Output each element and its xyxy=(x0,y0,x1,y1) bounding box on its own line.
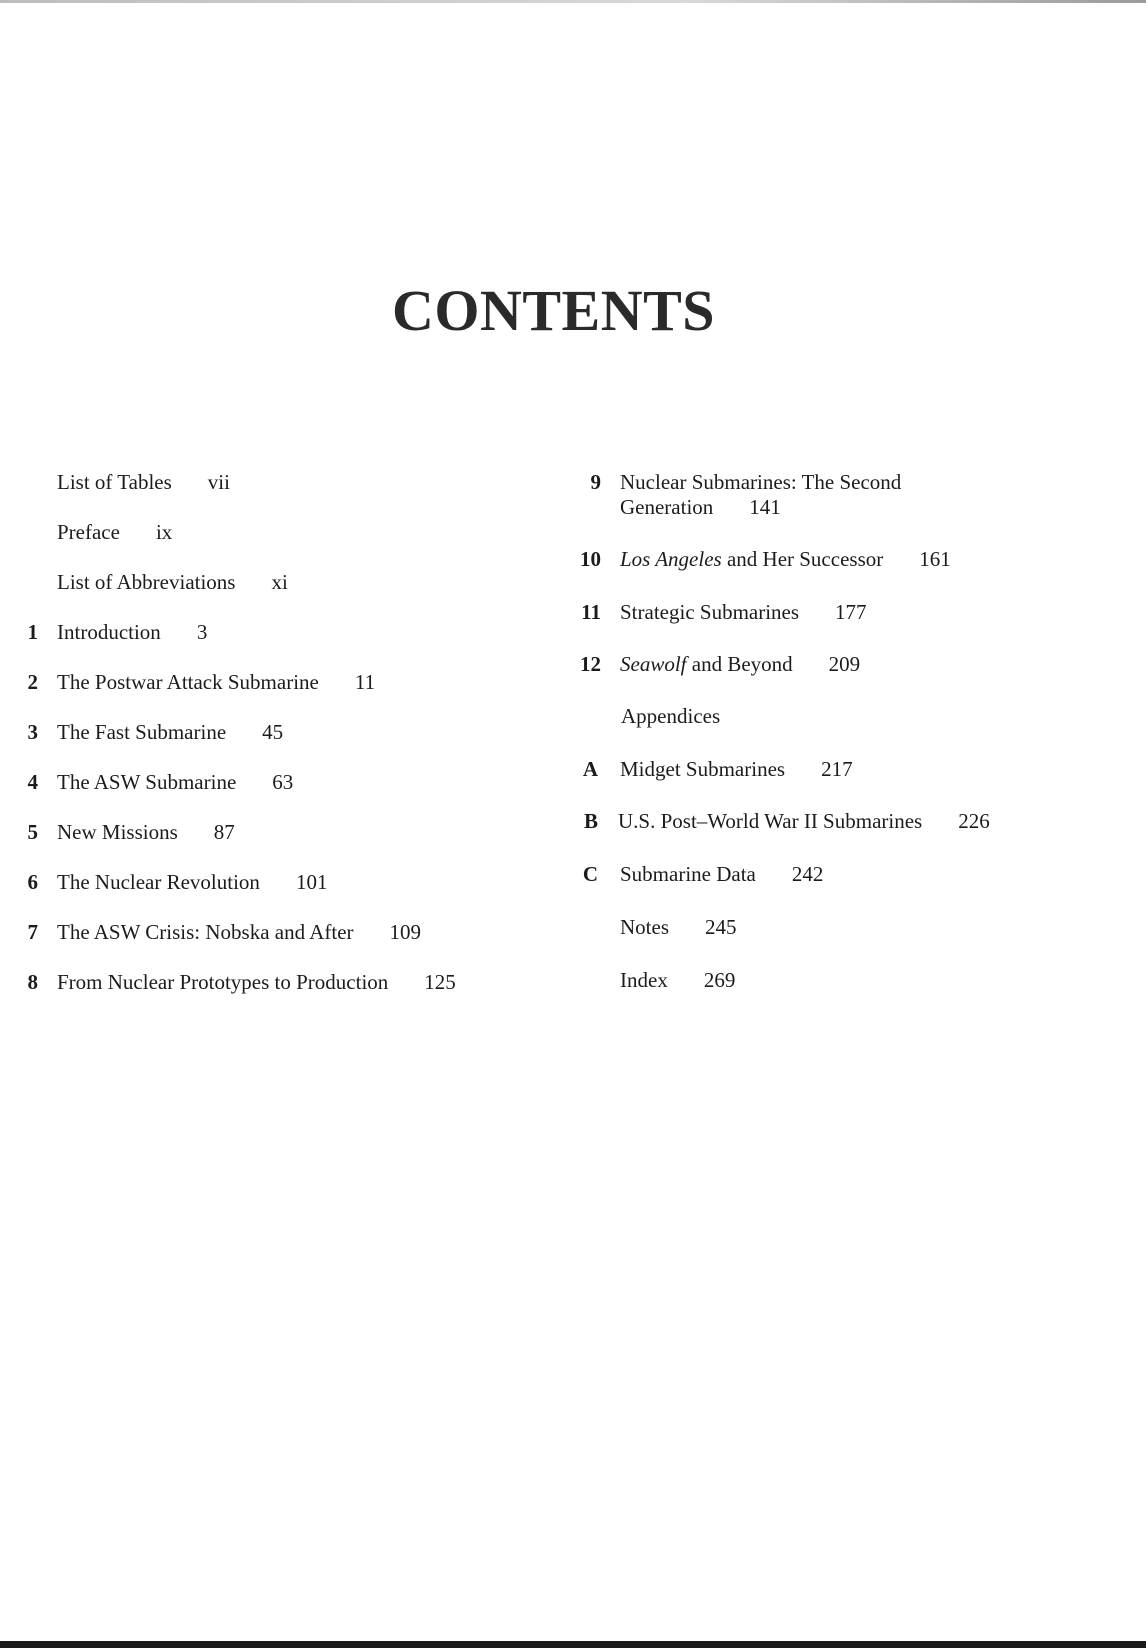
entry-page: vii xyxy=(207,470,230,494)
chapter-number: 8 xyxy=(27,970,38,994)
entry-title-line-1: Nuclear Submarines: The Second xyxy=(620,470,902,494)
chapter-number: 9 xyxy=(590,470,601,494)
entry-page: 177 xyxy=(835,600,867,624)
entry-title: List of Tables xyxy=(57,470,172,494)
entry-title: The Nuclear Revolution xyxy=(57,870,260,894)
entry-title-rest: and Beyond xyxy=(686,652,793,676)
entry-page: 209 xyxy=(828,652,861,676)
chapter-number: 3 xyxy=(27,720,38,744)
entry-title: Strategic Submarines xyxy=(620,600,800,624)
entry-title: Index xyxy=(620,968,668,992)
appendix-letter: B xyxy=(583,809,598,833)
chapter-number: 10 xyxy=(580,547,601,571)
entry-page: 125 xyxy=(424,970,456,994)
entry-title: From Nuclear Prototypes to Production xyxy=(57,970,389,994)
entry-title-italic: Los Angeles xyxy=(620,547,722,571)
appendix-letter: C xyxy=(582,862,598,886)
entry-title: Midget Submarines xyxy=(620,757,786,781)
chapter-number: 11 xyxy=(581,600,601,624)
entry-title: Appendices xyxy=(621,704,721,728)
entry-page: 45 xyxy=(262,720,284,744)
entry-title: New Missions xyxy=(57,820,178,844)
entry-title: Notes xyxy=(620,915,669,939)
entry-page: 3 xyxy=(196,620,208,644)
entry-page: 242 xyxy=(791,862,824,886)
entry-title: Submarine Data xyxy=(620,862,756,886)
entry-title-rest: and Her Successor xyxy=(721,547,884,571)
entry-title: List of Abbreviations xyxy=(57,570,236,594)
entry-title: The ASW Crisis: Nobska and After xyxy=(57,920,354,944)
entry-page: ix xyxy=(155,520,173,544)
chapter-number: 7 xyxy=(27,920,38,944)
entry-title: Introduction xyxy=(57,620,161,644)
chapter-number: 12 xyxy=(580,652,601,676)
entry-page: 101 xyxy=(295,870,328,894)
entry-page: 11 xyxy=(354,670,376,694)
entry-title-line-2: Generation xyxy=(620,495,714,519)
entry-title: U.S. Post–World War II Submarines xyxy=(618,809,923,833)
entry-title: Preface xyxy=(57,520,120,544)
chapter-number: 4 xyxy=(27,770,38,794)
entry-page: 87 xyxy=(213,820,235,844)
scan-top-edge xyxy=(0,0,1146,3)
chapter-number: 1 xyxy=(27,620,38,644)
entry-page: xi xyxy=(271,570,288,594)
page-title: CONTENTS xyxy=(391,278,716,343)
chapter-number: 2 xyxy=(27,670,38,694)
entry-title-italic: Seawolf xyxy=(620,652,687,676)
entry-page: 269 xyxy=(703,968,736,992)
entry-page: 109 xyxy=(389,920,422,944)
entry-page: 63 xyxy=(272,770,294,794)
appendix-letter: A xyxy=(582,757,598,781)
scan-bottom-edge xyxy=(0,1641,1146,1648)
entry-page: 161 xyxy=(919,547,951,571)
entry-title: The Fast Submarine xyxy=(57,720,227,744)
entry-page: 141 xyxy=(749,495,781,519)
chapter-number: 5 xyxy=(27,820,38,844)
chapter-number: 6 xyxy=(27,870,38,894)
entry-title: The ASW Submarine xyxy=(57,770,237,794)
entry-title: The Postwar Attack Submarine xyxy=(57,670,319,694)
entry-page: 226 xyxy=(958,809,990,833)
entry-page: 245 xyxy=(705,915,737,939)
entry-page: 217 xyxy=(821,757,853,781)
